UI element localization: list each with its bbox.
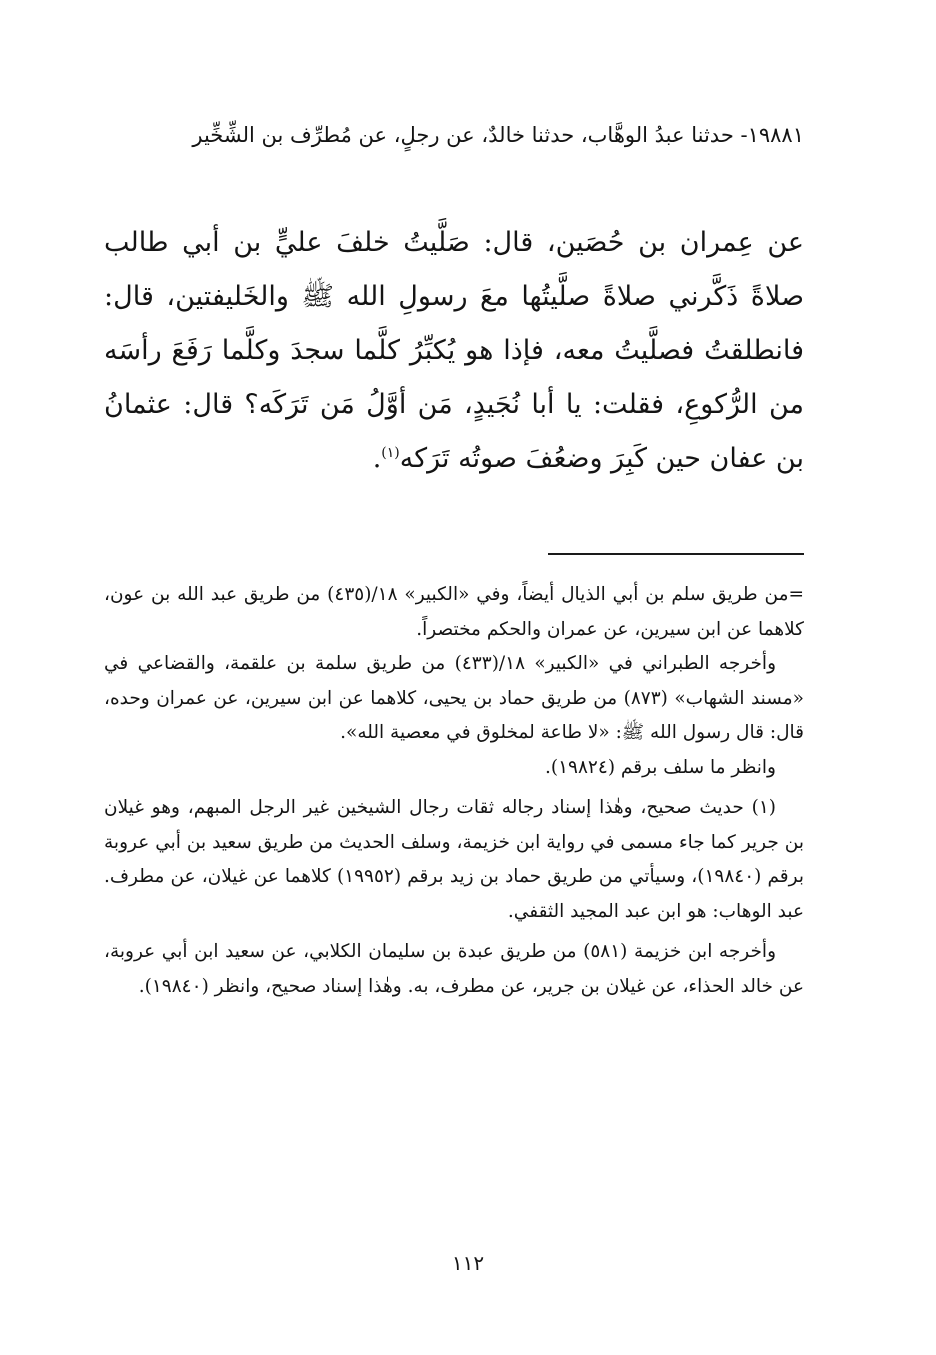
footnote-paragraph: وانظر ما سلف برقم (١٩٨٢٤). bbox=[545, 756, 776, 778]
footnote-1: (١) حديث صحيح، وهٰذا إسناد رجاله ثقات رجال الشيخين غير الرجل المبهم، وهو غيلان بن جرير كما جاء مسمى في رواية ابن خزيمة، وسلف الحديث من طريق سعيد بن أبي عروبة برقم (١٩٨٤٠)، وسيأتي من طريق حماد بن زيد برقم (١٩٩٥٢) كلاهما عن غيلان، عن مطرف. عبد الوهاب: هو ابن عبد المجيد الثقفي. bbox=[104, 797, 804, 922]
footnote-paragraph: وأخرجه ابن خزيمة (٥٨١) من طريق عبدة بن سليمان الكلابي، عن سعيد ابن أبي عروبة، عن خالد الحذاء، عن غيلان بن جرير، عن مطرف، به. وهٰذا إسناد صحيح، وانظر (١٩٨٤٠). bbox=[104, 941, 804, 997]
hadith-matn bbox=[104, 216, 804, 486]
hadith-isnad: ١٩٨٨١- حدثنا عبدُ الوهَّاب، حدثنا خالدٌ، عن رجلٍ، عن مُطرِّف بن الشِّخِّير bbox=[192, 123, 804, 147]
hadith-end-mark: . bbox=[372, 443, 382, 474]
footnotes bbox=[104, 578, 804, 1004]
footnote-paragraph: وأخرجه الطبراني في «الكبير» ١٨/(٤٣٣) من طريق سلمة بن علقمة، والقضاعي في «مسند الشهاب» (٨٧٣) من طريق حماد بن يحيى، كلاهما عن ابن سيرين، عن عمران وحده، قال: قال رسول الله ﷺ: «لا طاعة لمخلوق في معصية الله». bbox=[104, 653, 804, 743]
footnote-separator bbox=[548, 553, 804, 555]
footnote-reference: (١) bbox=[381, 445, 400, 461]
page-number: ١١٢ bbox=[451, 1251, 485, 1275]
footnote-continuation: =من طريق سلم بن أبي الذيال أيضاً، وفي «الكبير» ١٨/(٤٣٥) من طريق عبد الله بن عون، كلاهما عن ابن سيرين، عن عمران والحكم مختصراً. bbox=[104, 584, 804, 640]
hadith-matn-text: عن عِمران بن حُصَين، قال: صَلَّيتُ خلفَ عليٍّ بن أبي طالب صلاةً ذَكَّرني صلاةً صلَّيتُها معَ رسولِ الله ﷺ والخَليفتين، قال: فانطلقتُ فصلَّيتُ معه، فإذا هو يُكبِّرُ كلَّما سجدَ وكلَّما رَفَعَ رأسَه من الرُّكوعِ، فقلت: يا أبا نُجَيدٍ، مَن أوَّلُ مَن تَرَكَه؟ قال: عثمانُ بن عفان حين كَبِرَ وضعُفَ صوتُه تَرَكه bbox=[104, 227, 804, 474]
